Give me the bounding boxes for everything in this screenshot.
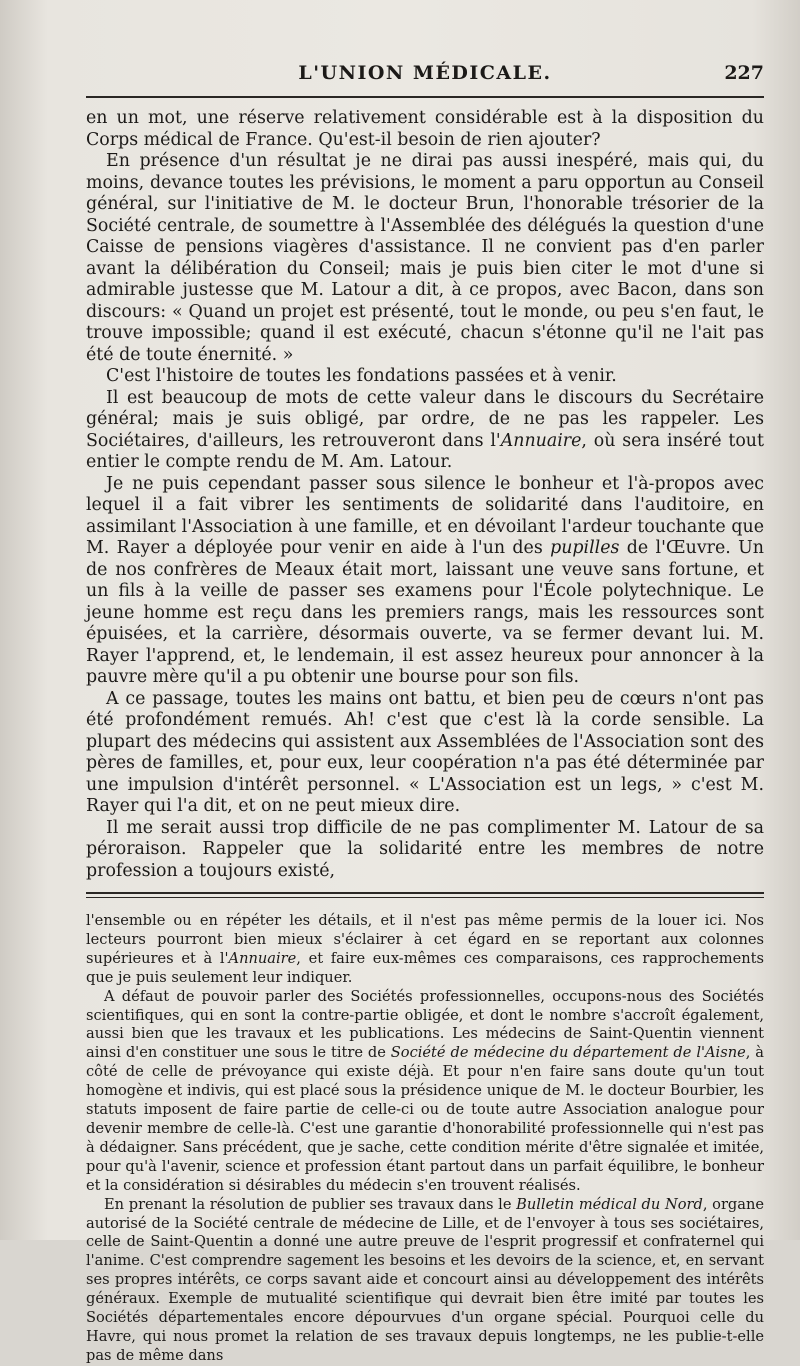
footnote-1-italic: Annuaire (228, 949, 297, 967)
paragraph-5-text-a: Je ne puis cependant passer sous silence le bonheur et l'à-propos avec lequel il a fait vibrer les sentiments de solidarité dans l'auditoire, en assimilant l'Association à une famille, et en dévoilant l'ardeur touchante que M. Rayer a déployée pour venir en aide à l'un des (86, 473, 764, 558)
footnote-3-text-a: En prenant la résolution de publier ses travaux dans le (104, 1195, 517, 1213)
paragraph-5-italic: pupilles (550, 538, 620, 558)
paragraph-4-italic: Annuaire (500, 430, 582, 451)
footnote-2-text-a: A défaut de pouvoir parler des Sociétés professionnelles, occupons-nous des Sociétés scientifiques, qui en sont la contre-partie obligée, et dont le nombre s'accroît également, aussi bien que les travaux et les publications. Les médecins de Saint-Quentin viennent ainsi d'en constituer une sous le titre de (86, 987, 764, 1062)
main-text (86, 108, 764, 882)
header-rule (86, 96, 764, 98)
paragraph-3: C'est l'histoire de toutes les fondations passées et à venir. (106, 366, 617, 386)
footnote-2-italic: Société de médecine du département de l'Aisne (390, 1044, 746, 1062)
paragraph-1: en un mot, une réserve relativement considérable est à la disposition du Corps médical de France. Qu'est-il besoin de rien ajouter? (86, 108, 764, 150)
paragraph-5 (86, 474, 764, 689)
page-number: 227 (724, 62, 764, 84)
paragraph-7: Il me serait aussi trop difficile de ne pas complimenter M. Latour de sa péroraison. Rappeler que la solidarité entre les membres de notre profession a toujours existé, (86, 817, 764, 881)
paragraph-4-text-b: , où sera inséré tout entier le compte rendu de M. Am. Latour. (86, 430, 764, 472)
footnote-paragraph-1 (86, 912, 764, 988)
footnote-3-text-b: , organe autorisé de la Société centrale de médecine de Lille, et de l'envoyer à tous ses sociétaires, celle de Saint-Quentin a donné une autre preuve de l'esprit progressif et confraternel qui l'anime. C'est comprendre sagement les besoins et les devoirs de la science, et, en servant ses propres intérêts, ce corps savant aide et concourt ainsi au développement des intérêts généraux. Exemple de mutualité scientifique qui devrait bien être imité par toutes les Sociétés départementales encore dépourvues d'un organe spécial. Pourquoi celle du Havre, qui nous promet la relation de ses travaux depuis longtemps, ne les publie-t-elle pas de même dans (86, 1195, 764, 1364)
footnote-separator (86, 892, 764, 898)
paragraph-4-text-a: Il est beaucoup de mots de cette valeur dans le discours du Secrétaire général; mais je suis obligé, par ordre, de ne pas les rappeler. Les Sociétaires, d'ailleurs, les retrouveront dans l' (86, 387, 764, 451)
running-title: L'UNION MÉDICALE. (298, 62, 552, 84)
page-header (86, 60, 764, 94)
paragraph-6: A ce passage, toutes les mains ont battu, et bien peu de cœurs n'ont pas été profondément remués. Ah! c'est que c'est là la corde sensible. La plupart des médecins qui assistent aux Assemblées de l'Association sont des pères de familles, et, pour eux, leur coopération n'a pas été déterminée par une impulsion d'intérêt personnel. « L'Association est un legs, » c'est M. Rayer qui l'a dit, et on ne peut mieux dire. (86, 688, 764, 816)
footnote-paragraph-2 (86, 988, 764, 1196)
separator-rule-thick (86, 892, 764, 894)
footnote-2-text-b: , à côté de celle de prévoyance qui existe déjà. Et pour n'en faire sans doute qu'un tout homogène et indivis, qui est placé sous la présidence unique de M. le docteur Bourbier, les statuts imposent de faire partie de celle-ci ou de toute autre Association analogue pour devenir membre de celle-là. C'est une garantie d'honorabilité professionnelle qui n'est pas à dédaigner. Sans précédent, que je sache, cette condition mérite d'être signalée et imitée, pour qu'à l'avenir, science et profession étant partout dans un parfait équilibre, le bonheur et la considération si désirables du médecin s'en trouvent réalisés. (86, 1044, 764, 1194)
footnote-1-text-a: l'ensemble ou en répéter les détails, et il n'est pas même permis de la louer ici. Nos lecteurs pourront bien mieux s'éclairer à cet égard en se reportant aux colonnes supérieures et à l' (86, 912, 764, 967)
paragraph-2: En présence d'un résultat je ne dirai pas aussi inespéré, mais qui, du moins, devance toutes les prévisions, le moment a paru opportun au Conseil général, sur l'initiative de M. le docteur Brun, l'honorable trésorier de la Société centrale, de soumettre à l'Assemblée des délégués la question d'une Caisse de pensions viagères d'assistance. Il ne convient pas d'en parler avant la délibération du Conseil; mais je puis bien citer le mot d'une si admirable justesse que M. Latour a dit, à ce propos, avec Bacon, dans son discours: « Quand un projet est présenté, tout le monde, ou peu s'en faut, le trouve impossible; quand il est exécuté, chacun s'étonne qu'il ne l'ait pas été de toute énernité. » (86, 151, 764, 365)
footnote-3-italic: Bulletin médical du Nord (516, 1195, 703, 1213)
footnote-paragraph-3 (86, 1196, 764, 1366)
paragraph-5-text-b: de l'Œuvre. Un de nos confrères de Meaux était mort, laissant une veuve sans fortune, et un fils à la veille de passer ses examens pour l'École polytechnique. Le jeune homme est reçu dans les premiers rangs, mais les ressources sont épuisées, et la carrière, désormais ouverte, va se fermer devant lui. M. Rayer l'apprend, et, le lendemain, il est assez heureux pour annoncer à la pauvre mère qu'il a pu obtenir une bourse pour son fils. (86, 538, 764, 687)
paragraph-4 (86, 388, 764, 474)
footnote (86, 912, 764, 1366)
separator-rule-thin (86, 897, 764, 898)
footnote-1-text-b: , et faire eux-mêmes ces comparaisons, ces rapprochements que je puis seulement leur indiquer. (86, 949, 764, 986)
